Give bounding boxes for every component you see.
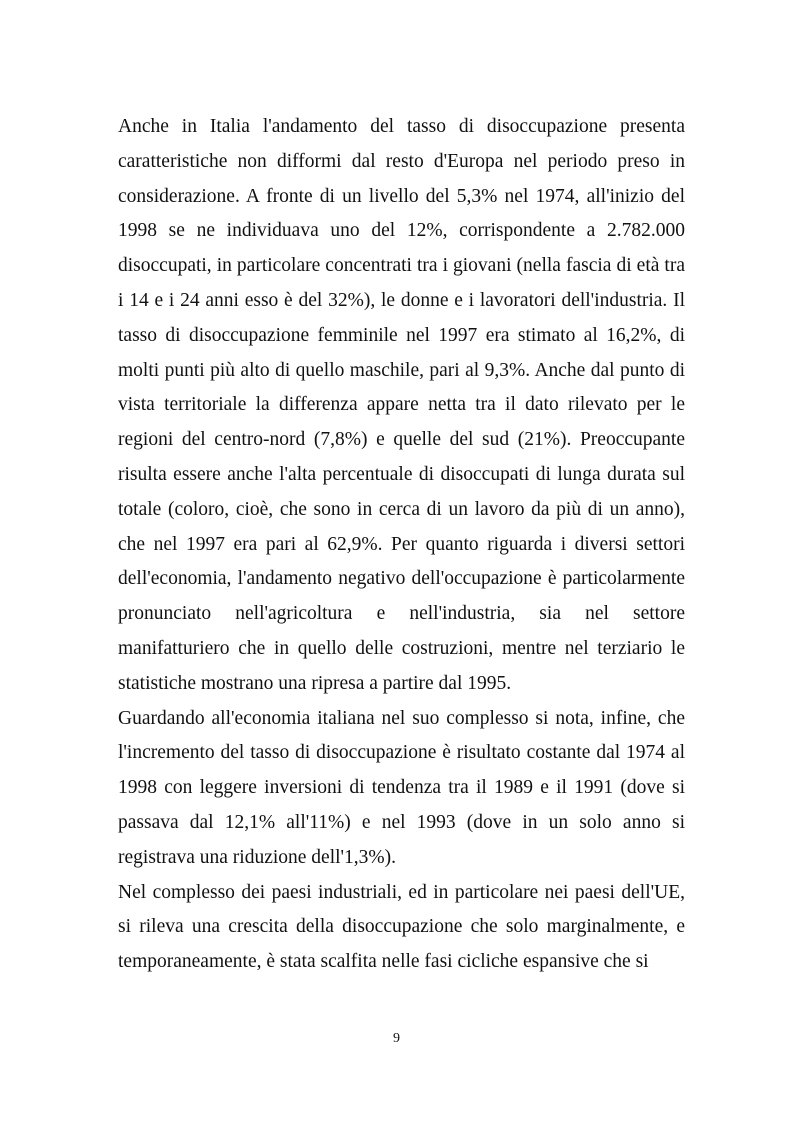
page-number: 9 <box>393 1031 400 1046</box>
paragraph-1: Anche in Italia l'andamento del tasso di disoccupazione presenta caratteristiche non difformi dal resto d'Europa nel periodo preso in considerazione. A fronte di un livello del 5,3% nel 1974, all'inizio del 1998 se ne individuava uno del 12%, corrispondente a 2.782.000 disoccupati, in particolare concentrati tra i giovani (nella fascia di età tra i 14 e i 24 anni esso è del 32%), le donne e i lavoratori dell'industria. Il tasso di disoccupazione femminile nel 1997 era stimato al 16,2%, di molti punti più alto di quello maschile, pari al 9,3%. Anche dal punto di vista territoriale la differenza appare netta tra il dato rilevato per le regioni del centro-nord (7,8%) e quelle del sud (21%). Preoccupante risulta essere anche l'alta percentuale di disoccupati di lunga durata sul totale (coloro, cioè, che sono in cerca di un lavoro da più di un anno), che nel 1997 era pari al 62,9%. Per quanto riguarda i diversi settori dell'economia, l'andamento negativo dell'occupazione è particolarmente pronunciato nell'agricoltura e nell'industria, sia nel settore manifatturiero che in quello delle costruzioni, mentre nel terziario le statistiche mostrano una ripresa a partire dal 1995. <box>118 116 685 694</box>
paragraph-2: Guardando all'economia italiana nel suo complesso si nota, infine, che l'incremento del tasso di disoccupazione è risultato costante dal 1974 al 1998 con leggere inversioni di tendenza tra il 1989 e il 1991 (dove si passava dal 12,1% all'11%) e nel 1993 (dove in un solo anno si registrava una riduzione dell'1,3%). <box>118 707 685 868</box>
body-text <box>118 110 685 980</box>
paragraph-3: Nel complesso dei paesi industriali, ed in particolare nei paesi dell'UE, si rileva una crescita della disoccupazione che solo marginalmente, e temporaneamente, è stata scalfita nelle fasi cicliche espansive che si <box>118 881 685 973</box>
